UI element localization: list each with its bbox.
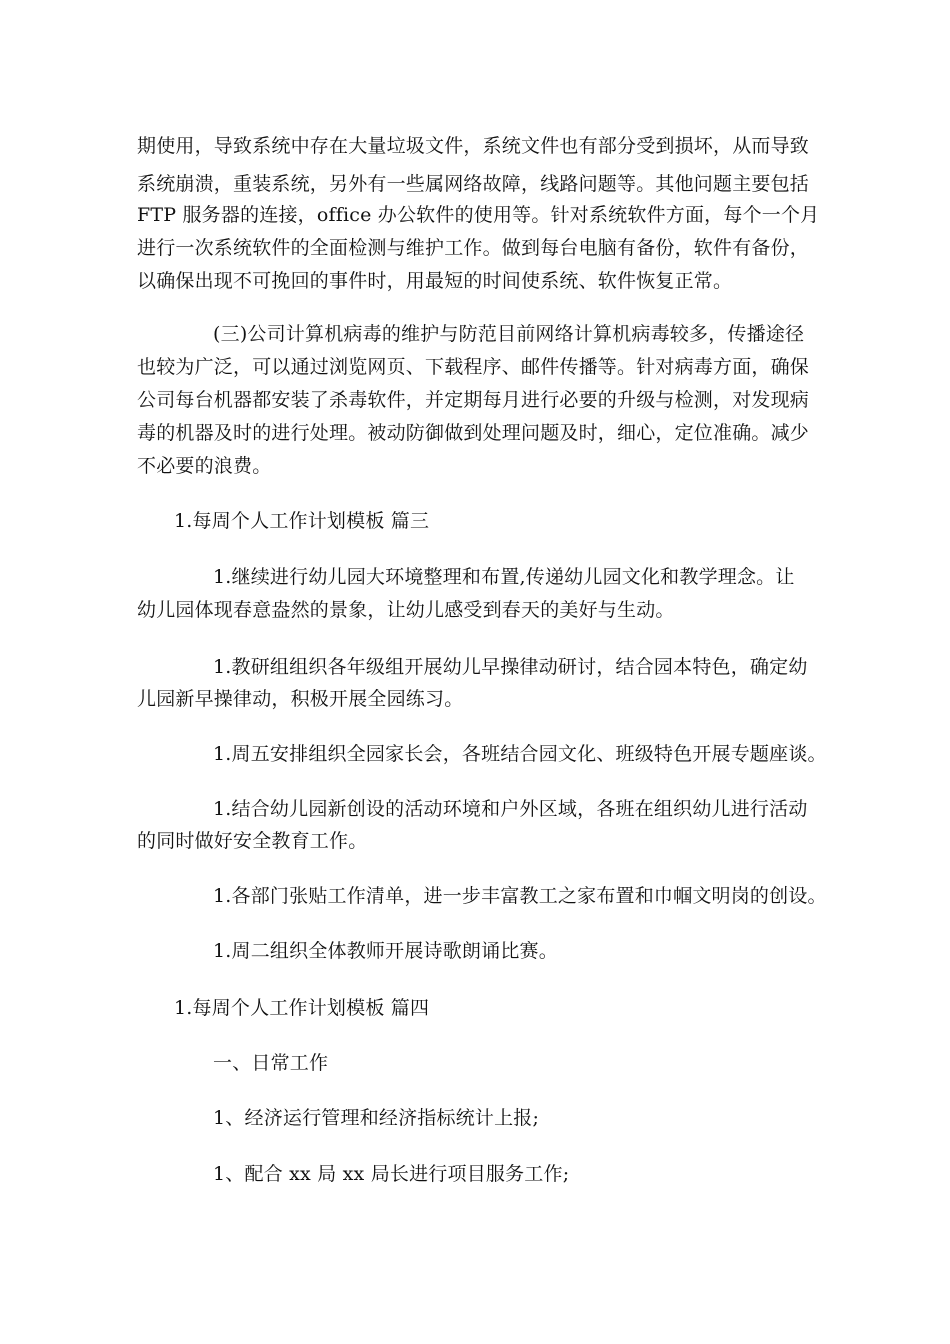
subsection-heading: 一、日常工作 — [213, 1052, 329, 1074]
list-item: 1.教研组组织各年级组开展幼儿早操律动研讨，结合园本特色，确定幼 — [213, 656, 808, 678]
paragraph-line: 公司每台机器都安装了杀毒软件，并定期每月进行必要的升级与检测，对发现病 — [137, 389, 810, 411]
paragraph-line: 毒的机器及时的进行处理。被动防御做到处理问题及时，细心，定位准确。减少 — [137, 422, 810, 444]
list-item: 1、经济运行管理和经济指标统计上报; — [213, 1107, 540, 1129]
list-item: 1.继续进行幼儿园大环境整理和布置,传递幼儿园文化和教学理念。让 — [213, 566, 795, 588]
paragraph-line: 不必要的浪费。 — [137, 455, 272, 477]
list-item-continuation: 幼儿园体现春意盎然的景象，让幼儿感受到春天的美好与生动。 — [137, 599, 675, 621]
paragraph-line: FTP 服务器的连接，office 办公软件的使用等。针对系统软件方面，每个一个月 — [137, 204, 820, 226]
list-item: 1.周二组织全体教师开展诗歌朗诵比赛。 — [213, 940, 558, 962]
list-item-continuation: 的同时做好安全教育工作。 — [137, 830, 368, 852]
list-item: 1、配合 xx 局 xx 局长进行项目服务工作; — [213, 1163, 570, 1185]
section-heading: 1.每周个人工作计划模板 篇三 — [174, 510, 430, 532]
list-item: 1.周五安排组织全园家长会，各班结合园文化、班级特色开展专题座谈。 — [213, 743, 827, 765]
paragraph-line: 也较为广泛，可以通过浏览网页、下载程序、邮件传播等。针对病毒方面，确保 — [137, 356, 810, 378]
list-item-continuation: 儿园新早操律动，积极开展全园练习。 — [137, 688, 464, 710]
paragraph-line: 系统崩溃，重装系统，另外有一些属网络故障，线路问题等。其他问题主要包括 — [137, 173, 810, 195]
paragraph-line: 以确保出现不可挽回的事件时，用最短的时间使系统、软件恢复正常。 — [137, 270, 733, 292]
list-item: 1.结合幼儿园新创设的活动环境和户外区域，各班在组织幼儿进行活动 — [213, 798, 808, 820]
list-item: 1.各部门张贴工作清单，进一步丰富教工之家布置和巾帼文明岗的创设。 — [213, 885, 827, 907]
paragraph-line: 进行一次系统软件的全面检测与维护工作。做到每台电脑有备份，软件有备份， — [137, 237, 810, 259]
paragraph-line: (三)公司计算机病毒的维护与防范目前网络计算机病毒较多，传播途径 — [213, 323, 805, 345]
section-heading: 1.每周个人工作计划模板 篇四 — [174, 997, 430, 1019]
paragraph-line: 期使用，导致系统中存在大量垃圾文件，系统文件也有部分受到损坏，从而导致 — [137, 135, 810, 157]
